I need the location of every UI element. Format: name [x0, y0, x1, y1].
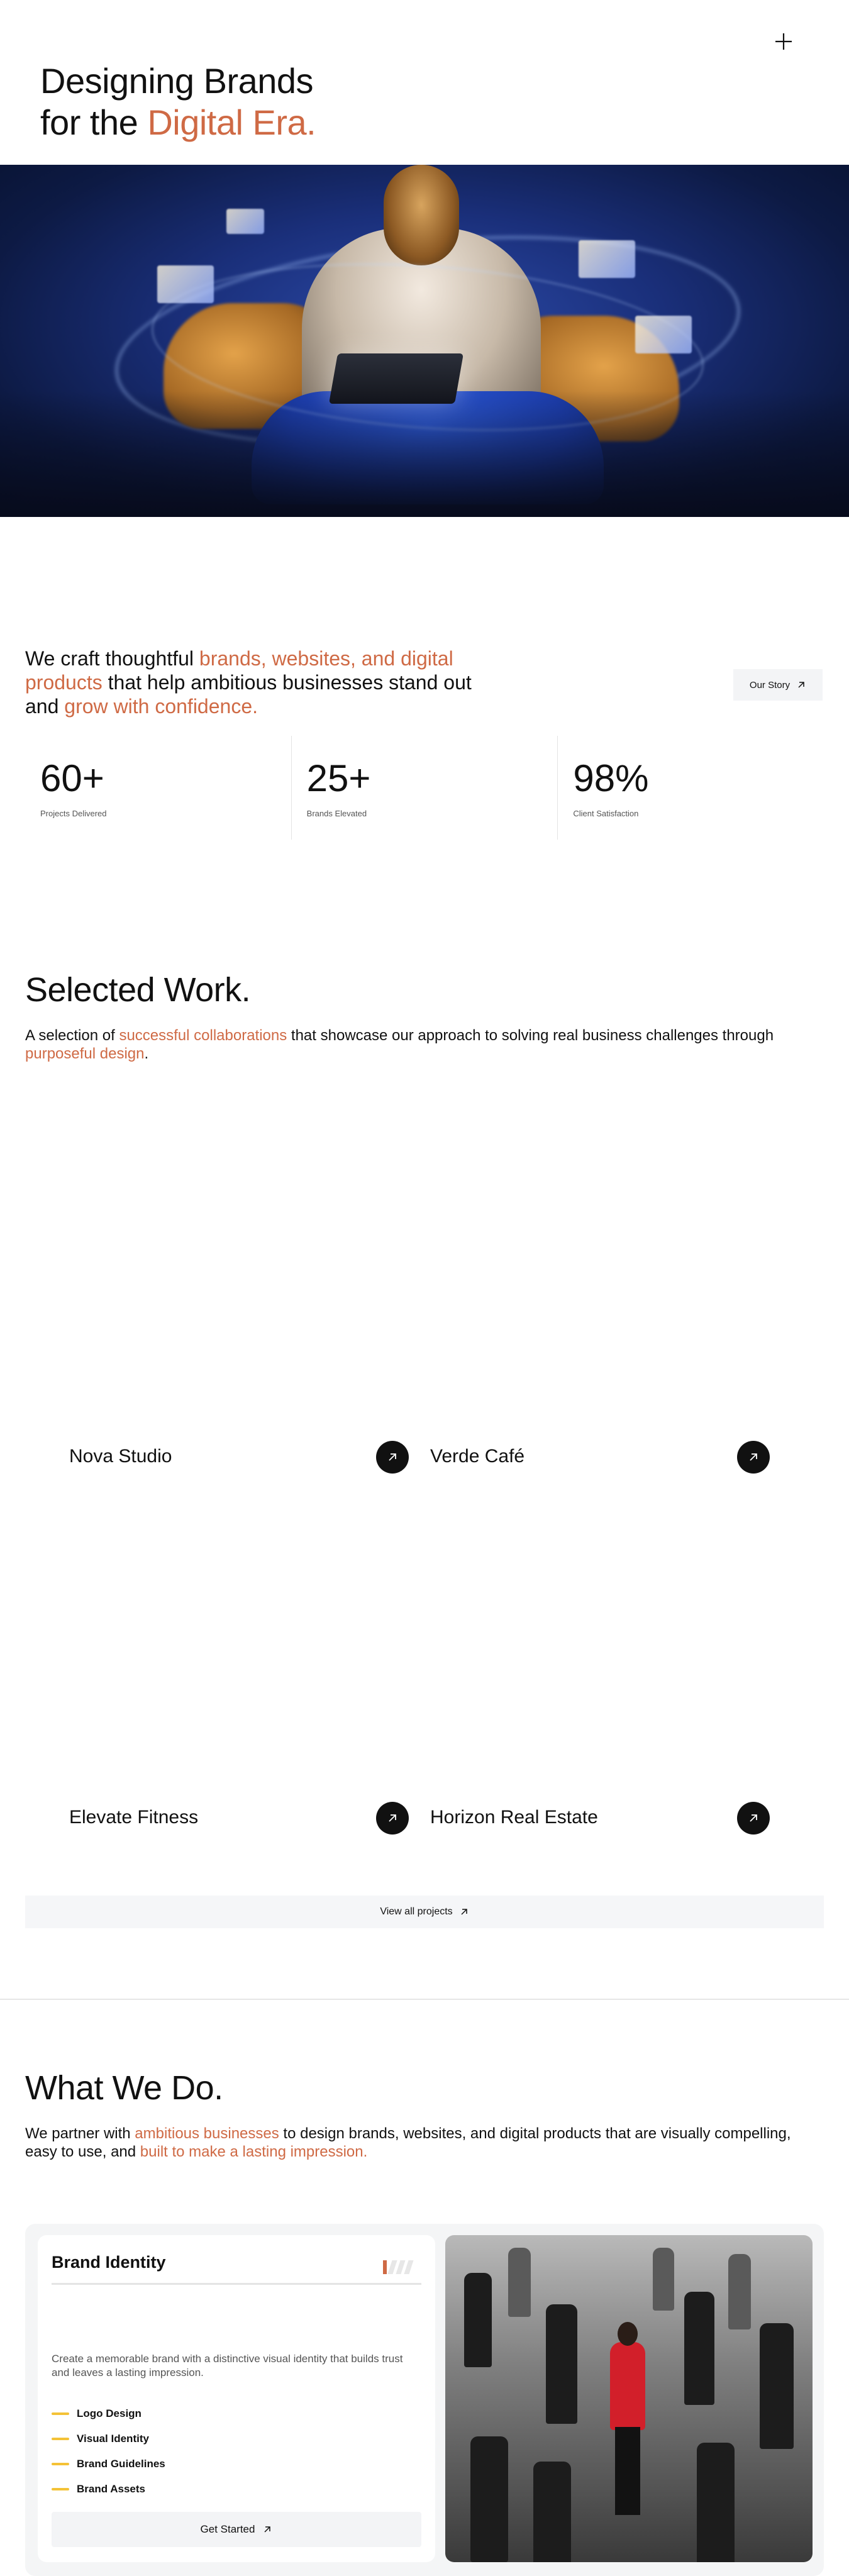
- subtitle-part: .: [144, 1045, 149, 1062]
- subtitle-part: that showcase our approach to solving real business challenges through: [287, 1027, 774, 1044]
- about-text-accent: brands, websites, and digital products: [25, 647, 453, 694]
- view-all-projects-button[interactable]: [25, 1896, 824, 1928]
- subtitle-accent: purposeful design: [25, 1045, 145, 1062]
- arrow-up-right-icon: [747, 1451, 760, 1463]
- subtitle-accent: built to make a lasting impression.: [140, 2143, 368, 2160]
- hero-title-line1: Designing Brands: [40, 61, 314, 101]
- hero-title-accent: Digital Era.: [147, 103, 316, 142]
- subtitle-part: A selection of: [25, 1027, 119, 1044]
- arrow-up-right-icon: [386, 1451, 399, 1463]
- service-description: Create a memorable brand with a distinctive visual identity that builds trust and leaves a lasting impression.: [52, 2353, 403, 2379]
- person-red-jacket: [610, 2342, 645, 2430]
- about-text-part: that help ambitious businesses stand out and: [25, 671, 472, 718]
- crowd-photo: [445, 2235, 813, 2562]
- project-open-button[interactable]: [737, 1441, 770, 1474]
- list-item-label: Logo Design: [77, 2407, 142, 2419]
- get-started-button[interactable]: [52, 2512, 421, 2547]
- subtitle-part: We partner with: [25, 2125, 135, 2142]
- project-name: Verde Café: [430, 1446, 525, 1467]
- arrow-up-right-icon: [386, 1812, 399, 1824]
- what-we-do-subtitle: [25, 2124, 811, 2161]
- project-card-horizon-real-estate[interactable]: [430, 1797, 770, 1841]
- selected-work-subtitle: [25, 1026, 811, 1063]
- arrow-up-right-icon: [796, 680, 806, 690]
- plus-icon: [774, 32, 793, 51]
- service-list: [52, 2401, 165, 2502]
- what-we-do-title: What We Do.: [25, 2069, 223, 2107]
- menu-toggle-button[interactable]: [769, 26, 799, 57]
- stat-projects: [25, 736, 292, 840]
- project-open-button[interactable]: [376, 1802, 409, 1835]
- list-item-label: Brand Guidelines: [77, 2458, 165, 2470]
- stats-row: [25, 736, 824, 840]
- about-text-part: We craft thoughtful: [25, 647, 199, 670]
- about-statement: [25, 647, 491, 718]
- hero-title: [40, 60, 316, 143]
- subtitle-accent: ambitious businesses: [135, 2125, 279, 2142]
- project-card-verde-cafe[interactable]: [430, 1436, 770, 1480]
- service-card-brand-identity: [38, 2235, 435, 2562]
- dash-icon: [52, 2488, 69, 2490]
- list-item: [52, 2451, 165, 2477]
- service-pagination[interactable]: [383, 2260, 411, 2274]
- list-item: [52, 2426, 165, 2451]
- get-started-label: Get Started: [200, 2523, 255, 2535]
- project-name: Elevate Fitness: [69, 1807, 199, 1828]
- hero-title-line2-prefix: for the: [40, 103, 148, 142]
- project-name: Nova Studio: [69, 1446, 172, 1467]
- stat-value: 60+: [40, 757, 104, 799]
- arrow-up-right-icon: [459, 1907, 469, 1917]
- our-story-button[interactable]: [733, 669, 823, 701]
- service-title: Brand Identity: [52, 2253, 166, 2272]
- stat-label: Brands Elevated: [306, 809, 367, 818]
- hero-image: [0, 165, 849, 517]
- our-story-label: Our Story: [749, 679, 791, 691]
- project-open-button[interactable]: [376, 1441, 409, 1474]
- project-card-elevate-fitness[interactable]: [69, 1797, 409, 1841]
- pagination-indicator[interactable]: [404, 2260, 413, 2274]
- list-item: [52, 2401, 165, 2426]
- stat-label: Client Satisfaction: [573, 809, 639, 818]
- site-header: [0, 0, 849, 164]
- project-open-button[interactable]: [737, 1802, 770, 1835]
- stat-satisfaction: [558, 736, 824, 840]
- view-all-label: View all projects: [380, 1906, 453, 1917]
- list-item-label: Brand Assets: [77, 2483, 145, 2495]
- stat-brands: [292, 736, 558, 840]
- about-text-accent: grow with confidence.: [64, 695, 258, 718]
- arrow-up-right-icon: [262, 2524, 272, 2534]
- project-name: Horizon Real Estate: [430, 1807, 598, 1828]
- service-divider: [52, 2283, 421, 2285]
- selected-work-title: Selected Work.: [25, 971, 251, 1009]
- arrow-up-right-icon: [747, 1812, 760, 1824]
- stat-value: 98%: [573, 757, 649, 799]
- pagination-indicator[interactable]: [383, 2260, 387, 2274]
- subtitle-part: to design brands, websites, and digital products that are visually compelling, easy to use, and: [25, 2125, 791, 2160]
- subtitle-accent: successful collaborations: [119, 1027, 287, 1044]
- project-card-nova-studio[interactable]: [69, 1436, 409, 1480]
- section-divider: [0, 1999, 849, 2000]
- dash-icon: [52, 2412, 69, 2415]
- dash-icon: [52, 2463, 69, 2465]
- dash-icon: [52, 2438, 69, 2440]
- stat-label: Projects Delivered: [40, 809, 107, 818]
- list-item-label: Visual Identity: [77, 2433, 149, 2445]
- stat-value: 25+: [306, 757, 371, 799]
- list-item: [52, 2477, 165, 2502]
